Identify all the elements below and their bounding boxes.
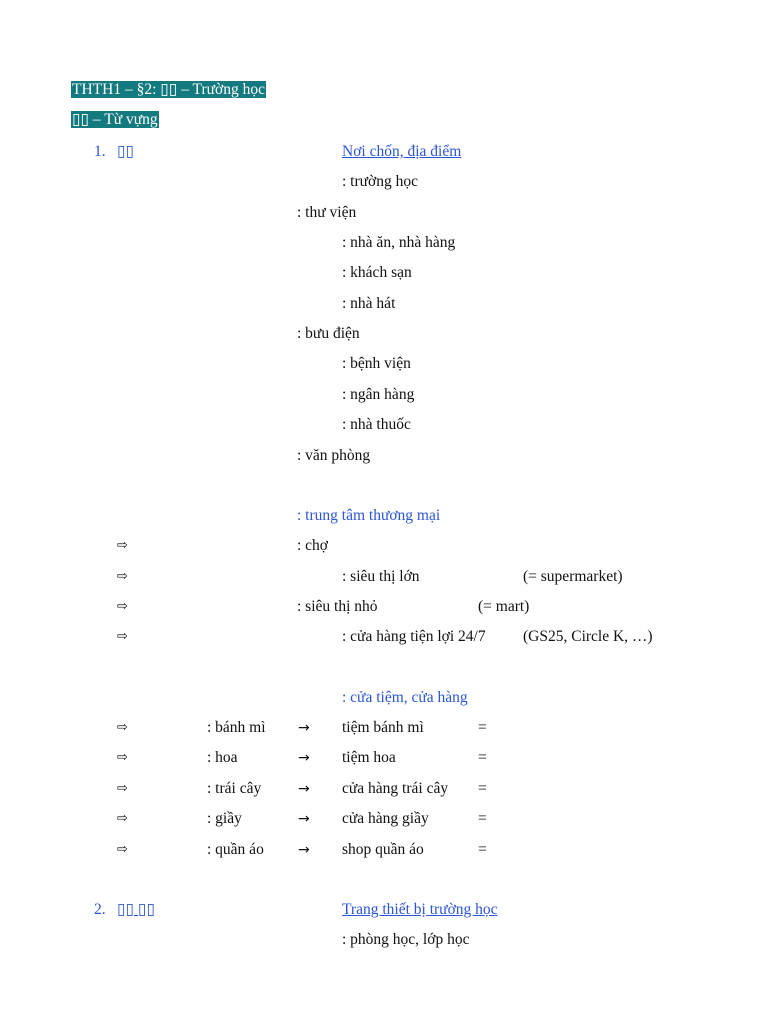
right-arrow-icon: → bbox=[298, 811, 310, 827]
section-1-heading-link[interactable]: Nơi chốn, địa điểm bbox=[342, 143, 462, 160]
section-1-number: 1. bbox=[94, 143, 106, 160]
mall-item: : siêu thị nhỏ bbox=[297, 598, 378, 615]
vocab-item: : nhà hát bbox=[342, 295, 396, 312]
right-arrow-icon: → bbox=[298, 842, 310, 858]
right-arrow-icon: → bbox=[298, 750, 310, 766]
shop-row-shop: tiệm bánh mì bbox=[342, 719, 424, 736]
vocab-item: : thư viện bbox=[297, 204, 357, 221]
bullet-arrow-icon: ⇨ bbox=[117, 569, 128, 584]
shop-row-item: : quần áo bbox=[207, 841, 264, 858]
shop-row-equals: = bbox=[478, 719, 487, 736]
bullet-arrow-icon: ⇨ bbox=[117, 720, 128, 735]
mall-item-note: (GS25, Circle K, …) bbox=[523, 628, 653, 645]
shop-row-item: : trái cây bbox=[207, 780, 262, 797]
bullet-arrow-icon: ⇨ bbox=[117, 811, 128, 826]
page-title: THTH1 – §2: ▯▯ – Trường học bbox=[72, 81, 265, 98]
shop-row-shop: cửa hàng giầy bbox=[342, 810, 429, 827]
vocab-item: : phòng học, lớp học bbox=[342, 931, 470, 948]
shop-heading: : cửa tiệm, cửa hàng bbox=[342, 689, 468, 706]
shop-row-equals: = bbox=[478, 780, 487, 797]
shop-row-shop: tiệm hoa bbox=[342, 749, 396, 766]
shop-row-shop: cửa hàng trái cây bbox=[342, 780, 449, 797]
right-arrow-icon: → bbox=[298, 781, 310, 797]
shop-row-item: : hoa bbox=[207, 749, 238, 766]
mall-item: : chợ bbox=[297, 537, 329, 554]
bullet-arrow-icon: ⇨ bbox=[117, 599, 128, 614]
vocab-item: : bệnh viện bbox=[342, 355, 411, 372]
vocab-item: : bưu điện bbox=[297, 325, 360, 342]
vocab-item: : nhà thuốc bbox=[342, 416, 411, 433]
mall-item-note: (= mart) bbox=[478, 598, 530, 615]
mall-item: : cửa hàng tiện lợi 24/7 bbox=[342, 628, 486, 645]
vocab-item: : ngân hàng bbox=[342, 386, 415, 403]
shop-row-item: : giầy bbox=[207, 810, 242, 827]
bullet-arrow-icon: ⇨ bbox=[117, 750, 128, 765]
mall-item-note: (= supermarket) bbox=[523, 568, 623, 585]
shop-row-item: : bánh mì bbox=[207, 719, 266, 736]
section-2-word-link[interactable]: ▯▯ ▯▯ bbox=[117, 901, 155, 918]
vocab-item: : trường học bbox=[342, 173, 419, 190]
bullet-arrow-icon: ⇨ bbox=[117, 538, 128, 553]
shop-row-equals: = bbox=[478, 810, 487, 827]
shop-row-equals: = bbox=[478, 749, 487, 766]
shop-row-equals: = bbox=[478, 841, 487, 858]
vocab-item: : văn phòng bbox=[297, 447, 371, 464]
page-subtitle: ▯▯ – Từ vựng bbox=[72, 111, 158, 128]
section-2-number: 2. bbox=[94, 901, 106, 918]
vocab-item: : khách sạn bbox=[342, 264, 412, 281]
section-1-word-link[interactable]: ▯▯ bbox=[117, 143, 135, 160]
section-2-heading-link[interactable]: Trang thiết bị trường học bbox=[342, 901, 498, 918]
right-arrow-icon: → bbox=[298, 720, 310, 736]
mall-item: : siêu thị lớn bbox=[342, 568, 420, 585]
bullet-arrow-icon: ⇨ bbox=[117, 842, 128, 857]
bullet-arrow-icon: ⇨ bbox=[117, 781, 128, 796]
bullet-arrow-icon: ⇨ bbox=[117, 629, 128, 644]
vocab-item: : nhà ăn, nhà hàng bbox=[342, 234, 456, 251]
mall-heading: : trung tâm thương mại bbox=[297, 507, 441, 524]
shop-row-shop: shop quần áo bbox=[342, 841, 424, 858]
